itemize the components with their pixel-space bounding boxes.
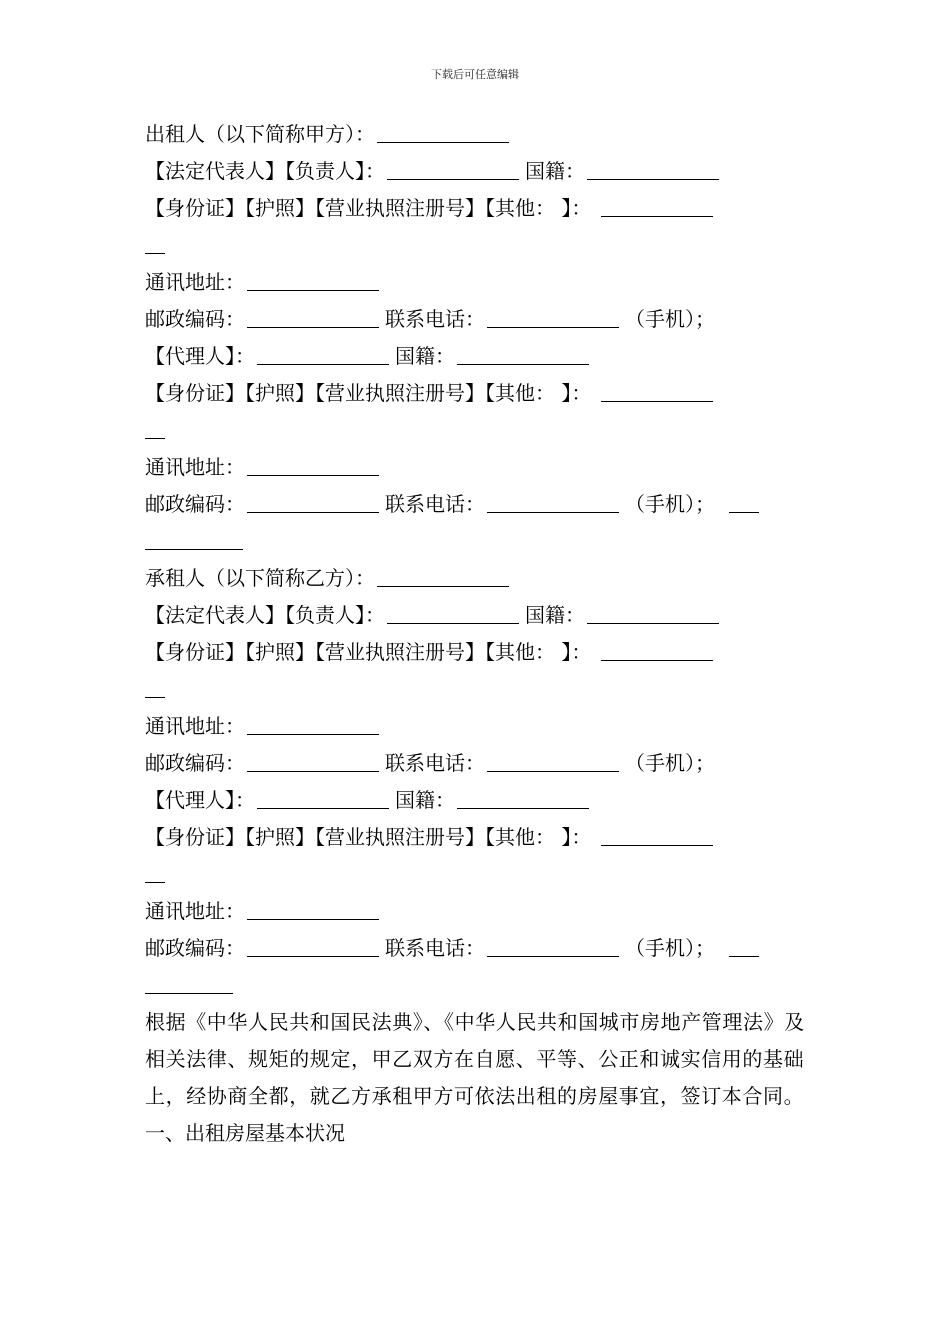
lessor-agent-id-label: 【身份证】【护照】【营业执照注册号】【其他： 】： xyxy=(145,381,592,405)
lessor-agent-address-line xyxy=(145,449,810,486)
lessee-rep-line xyxy=(145,597,810,634)
lessee-agent-contact-line xyxy=(145,930,810,967)
contract-body xyxy=(145,116,810,1152)
lessor-agent-mobile-label: （手机）； xyxy=(625,492,715,516)
lessor-agent-line xyxy=(145,338,810,375)
lessee-nationality-label: 国籍： xyxy=(525,603,585,627)
lessee-agent-postal-label: 邮政编码： xyxy=(145,936,245,960)
lessor-id-label: 【身份证】【护照】【营业执照注册号】【其他： 】： xyxy=(145,196,592,220)
lessee-agent-extra-blank[interactable] xyxy=(729,934,759,957)
lessee-phone-blank[interactable] xyxy=(487,749,619,772)
lessor-address-label: 通讯地址： xyxy=(145,270,245,294)
lessee-contact-line xyxy=(145,745,810,782)
lessee-agent-id-line xyxy=(145,819,810,856)
lessor-agent-nationality-blank[interactable] xyxy=(457,342,589,365)
lessee-name-blank[interactable] xyxy=(377,564,509,587)
lessor-agent-blank[interactable] xyxy=(257,342,389,365)
lessor-agent-extra-blank[interactable] xyxy=(729,490,759,513)
lessor-agent-address-blank[interactable] xyxy=(247,453,379,476)
lessor-rep-blank[interactable] xyxy=(387,157,519,180)
lessee-agent-line xyxy=(145,782,810,819)
lessee-id-line xyxy=(145,634,810,671)
lessor-nationality-label: 国籍： xyxy=(525,159,585,183)
lessee-postal-label: 邮政编码： xyxy=(145,751,245,775)
lessor-rep-label: 【法定代表人】【负责人】： xyxy=(145,159,385,183)
lessee-agent-id-blank-cont[interactable] xyxy=(145,860,165,883)
lessor-id-blank-cont[interactable] xyxy=(145,231,165,254)
lessee-line xyxy=(145,560,810,597)
lessee-agent-blank[interactable] xyxy=(257,786,389,809)
lessor-rep-line xyxy=(145,153,810,190)
lessee-agent-id-line-cont xyxy=(145,856,810,893)
lessee-agent-address-line xyxy=(145,893,810,930)
lessor-nationality-blank[interactable] xyxy=(587,157,719,180)
lessee-agent-address-label: 通讯地址： xyxy=(145,899,245,923)
lessor-agent-id-blank-cont[interactable] xyxy=(145,416,165,439)
lessor-agent-id-blank[interactable] xyxy=(601,379,713,402)
lessee-id-line-cont xyxy=(145,671,810,708)
lessor-id-line xyxy=(145,190,810,227)
lessee-agent-mobile-label: （手机）； xyxy=(625,936,715,960)
lessor-phone-blank[interactable] xyxy=(487,305,619,328)
lessor-agent-contact-line xyxy=(145,486,810,523)
lessor-contact-line xyxy=(145,301,810,338)
lessor-agent-postal-label: 邮政编码： xyxy=(145,492,245,516)
section-1-heading: 一、出租房屋基本状况 xyxy=(145,1121,345,1145)
lessee-id-blank[interactable] xyxy=(601,638,713,661)
lessor-agent-id-line xyxy=(145,375,810,412)
page-header: 下载后可任意编辑 xyxy=(431,68,519,81)
lessee-title: 承租人（以下简称乙方）： xyxy=(145,566,375,590)
lessor-phone-label: 联系电话： xyxy=(385,307,485,331)
lessee-agent-postal-blank[interactable] xyxy=(247,934,379,957)
lessor-agent-phone-blank[interactable] xyxy=(487,490,619,513)
lessee-agent-address-blank[interactable] xyxy=(247,897,379,920)
lessee-rep-label: 【法定代表人】【负责人】： xyxy=(145,603,385,627)
lessee-agent-id-label: 【身份证】【护照】【营业执照注册号】【其他： 】： xyxy=(145,825,592,849)
lessor-mobile-label: （手机）； xyxy=(625,307,715,331)
lessor-agent-address-label: 通讯地址： xyxy=(145,455,245,479)
lessee-address-blank[interactable] xyxy=(247,712,379,735)
lessor-agent-phone-label: 联系电话： xyxy=(385,492,485,516)
lessee-rep-blank[interactable] xyxy=(387,601,519,624)
lessee-address-line xyxy=(145,708,810,745)
lessor-name-blank[interactable] xyxy=(377,120,509,143)
lessee-agent-extra-blank-cont[interactable] xyxy=(145,971,233,994)
lessor-agent-contact-line-cont xyxy=(145,523,810,560)
lessor-agent-id-line-cont xyxy=(145,412,810,449)
lessee-agent-phone-label: 联系电话： xyxy=(385,936,485,960)
lessor-address-line xyxy=(145,264,810,301)
lessor-agent-label: 【代理人】： xyxy=(145,344,255,368)
lessor-id-blank[interactable] xyxy=(601,194,713,217)
lessor-address-blank[interactable] xyxy=(247,268,379,291)
lessee-id-label: 【身份证】【护照】【营业执照注册号】【其他： 】： xyxy=(145,640,592,664)
lessee-phone-label: 联系电话： xyxy=(385,751,485,775)
lessee-nationality-blank[interactable] xyxy=(587,601,719,624)
lessee-postal-blank[interactable] xyxy=(247,749,379,772)
lessee-agent-nationality-blank[interactable] xyxy=(457,786,589,809)
lessor-line xyxy=(145,116,810,153)
lessor-postal-label: 邮政编码： xyxy=(145,307,245,331)
lessor-agent-extra-blank-cont[interactable] xyxy=(145,527,243,550)
lessee-address-label: 通讯地址： xyxy=(145,714,245,738)
lessor-agent-postal-blank[interactable] xyxy=(247,490,379,513)
lessee-agent-nationality-label: 国籍： xyxy=(395,788,455,812)
lessee-mobile-label: （手机）； xyxy=(625,751,715,775)
lessor-postal-blank[interactable] xyxy=(247,305,379,328)
lessee-agent-phone-blank[interactable] xyxy=(487,934,619,957)
lessee-agent-id-blank[interactable] xyxy=(601,823,713,846)
lessee-agent-contact-line-cont xyxy=(145,967,810,1004)
lessor-agent-nationality-label: 国籍： xyxy=(395,344,455,368)
lessor-id-line-cont xyxy=(145,227,810,264)
lessee-agent-label: 【代理人】： xyxy=(145,788,255,812)
preamble-paragraph: 根据《中华人民共和国民法典》、《中华人民共和国城市房地产管理法》及相关法律、规矩的规定，甲乙双方在自愿、平等、公正和诚实信用的基础上，经协商全都，就乙方承租甲方可依法出租的房屋事宜，签订本合同。 xyxy=(145,1010,805,1108)
lessee-id-blank-cont[interactable] xyxy=(145,675,165,698)
lessor-title: 出租人（以下简称甲方）： xyxy=(145,122,375,146)
